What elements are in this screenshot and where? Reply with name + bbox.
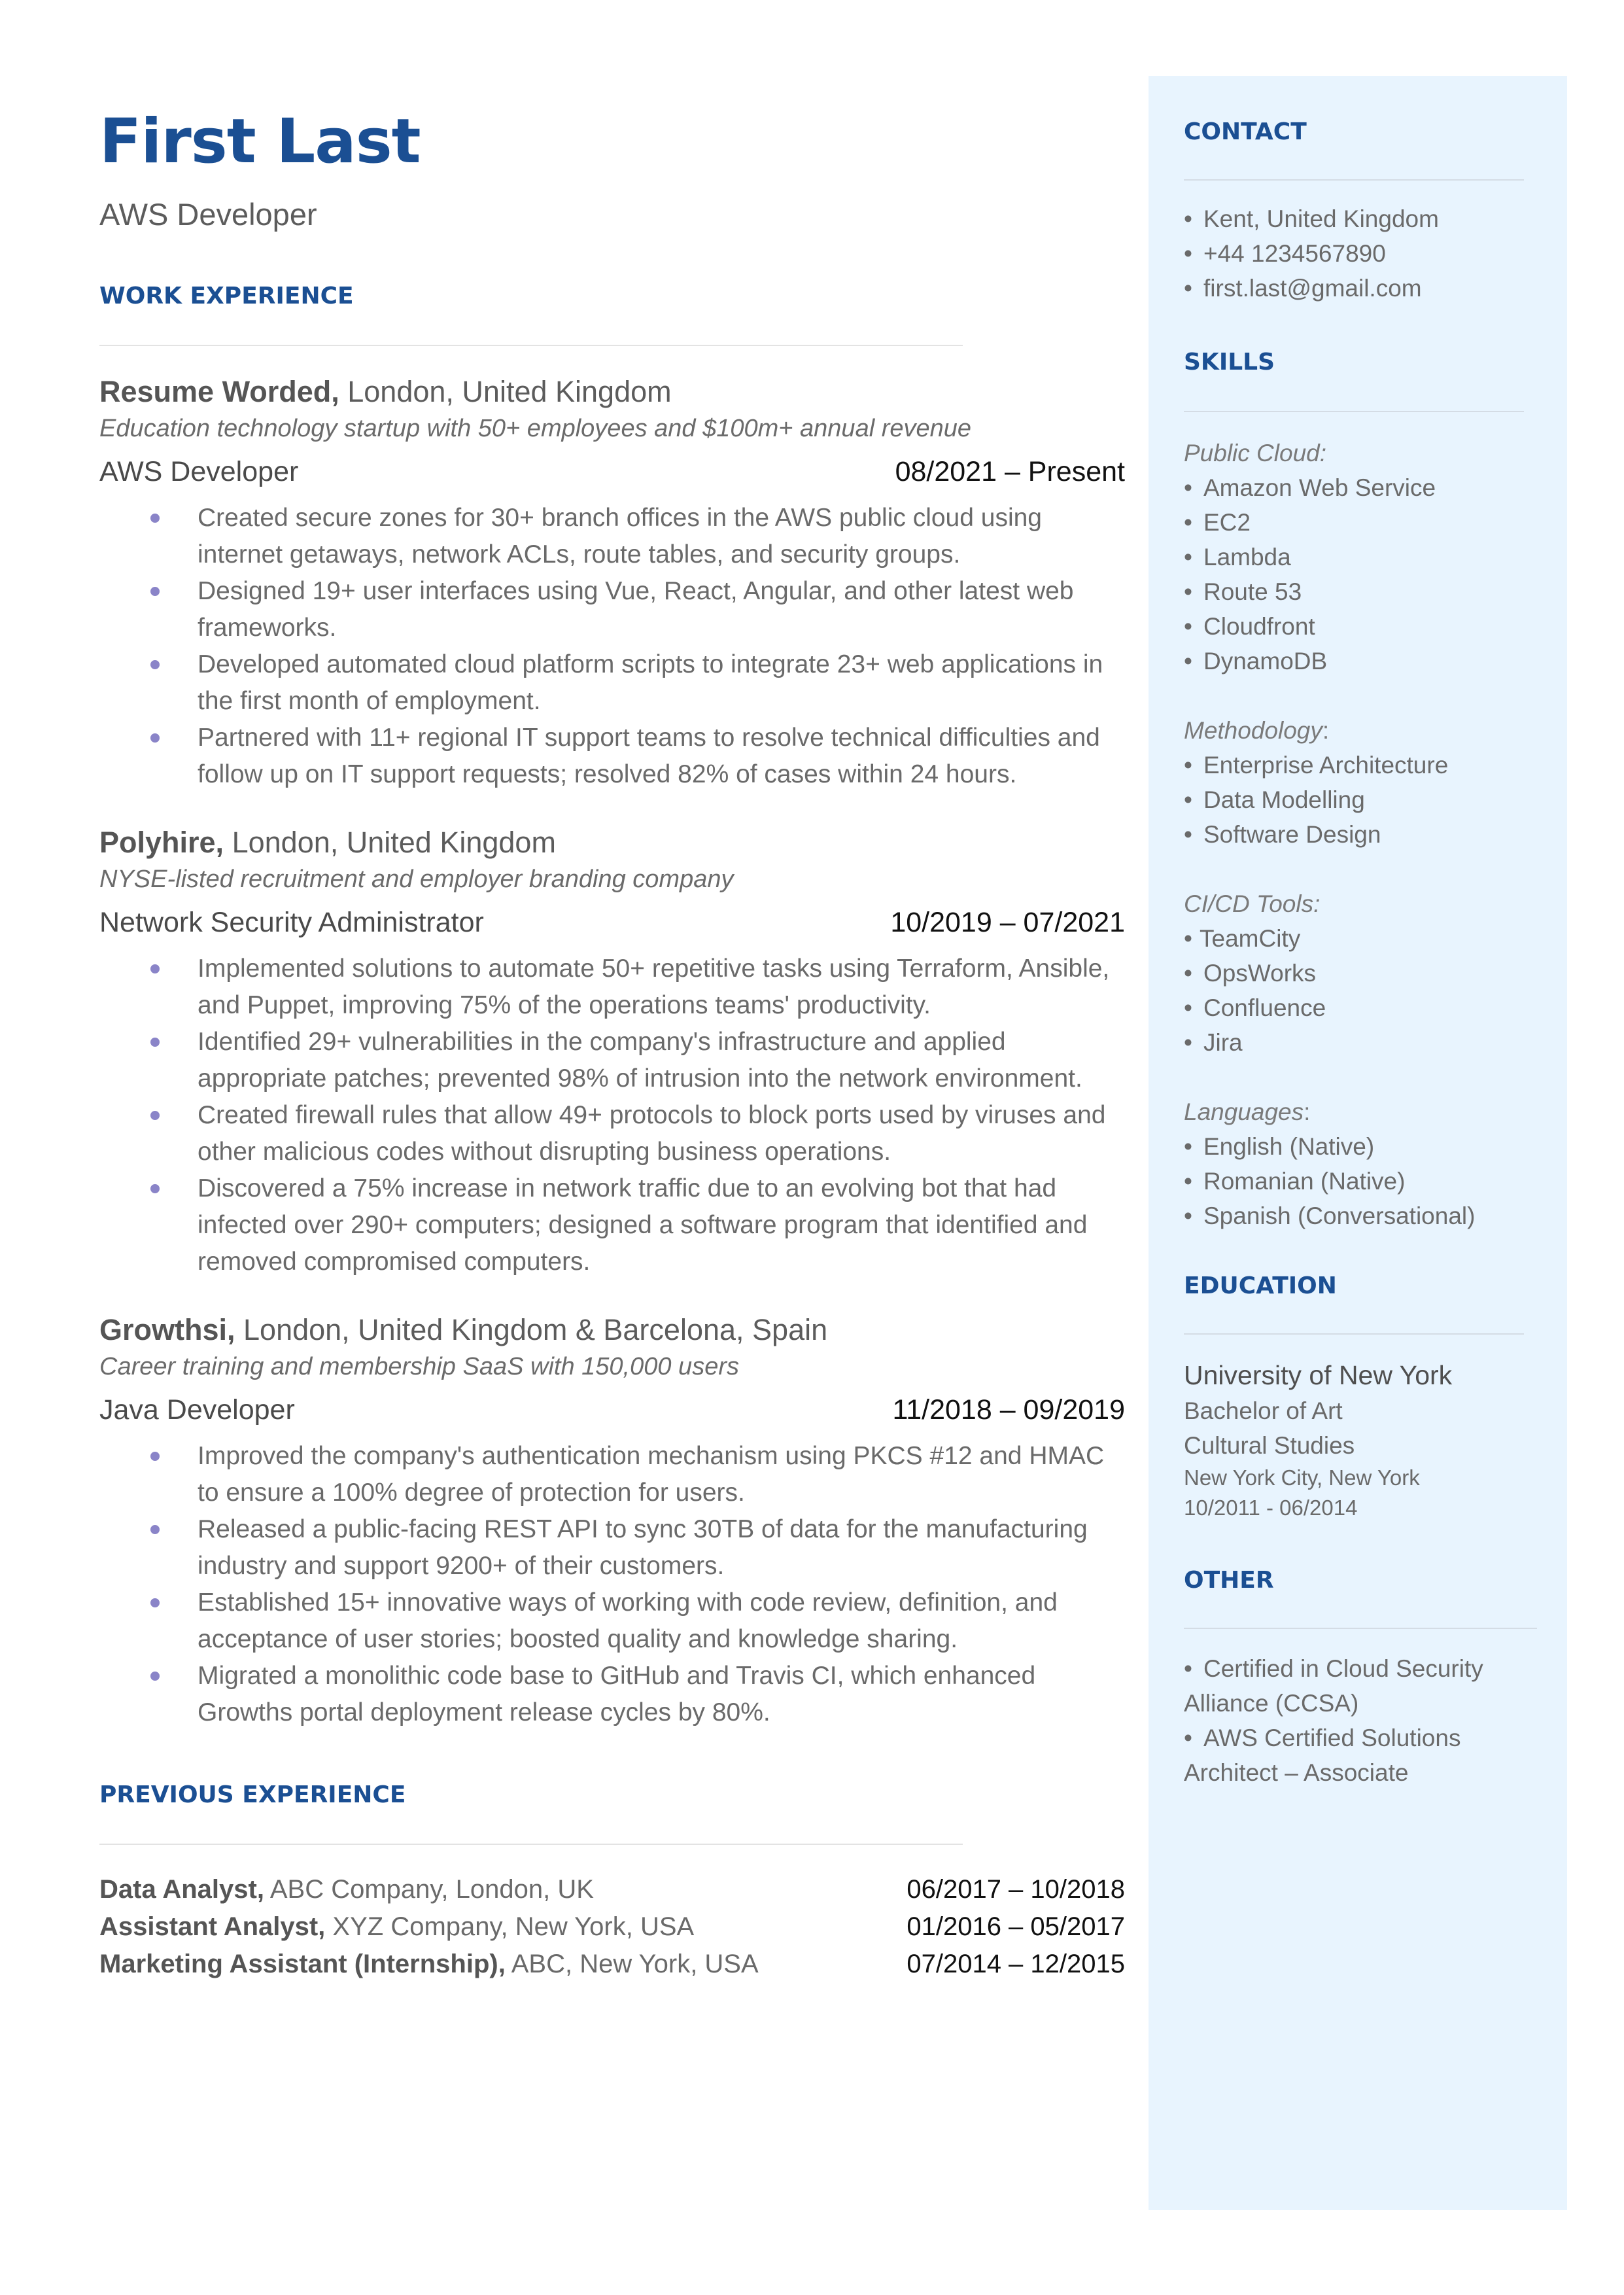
job-bullets bbox=[99, 500, 1125, 793]
previous-company: ABC, New York, USA bbox=[505, 1949, 759, 1978]
company-line bbox=[99, 826, 1125, 860]
list-item: • +44 1234567890 bbox=[1184, 240, 1386, 267]
bullet-dot-icon bbox=[150, 514, 160, 523]
contact-heading: CONTACT bbox=[1184, 118, 1307, 145]
list-item-continued: Alliance (CCSA) bbox=[1184, 1690, 1359, 1717]
skill-category: Methodology: bbox=[1184, 717, 1330, 744]
list-item: • Lambda bbox=[1184, 544, 1291, 570]
previous-role: Assistant Analyst, bbox=[99, 1912, 326, 1941]
list-item: • first.last@gmail.com bbox=[1184, 275, 1422, 302]
list-item: • Jira bbox=[1184, 1029, 1243, 1056]
list-item: Implemented solutions to automate 50+ repetitive tasks using Terraform, Ansible, and Puppet, improving 75% of the operations teams' productivity. bbox=[99, 951, 1125, 1024]
list-item: Released a public-facing REST API to sync 30TB of data for the manufacturing industry and support 9200+ of their customers. bbox=[99, 1511, 1125, 1585]
list-item: • Enterprise Architecture bbox=[1184, 752, 1449, 779]
section-divider bbox=[1184, 1628, 1537, 1629]
previous-dates: 06/2017 – 10/2018 bbox=[907, 1874, 1125, 1904]
job-entry bbox=[99, 375, 1125, 793]
education-location: New York City, New York bbox=[1184, 1465, 1420, 1490]
list-item: • Kent, United Kingdom bbox=[1184, 205, 1439, 232]
list-item bbox=[99, 1946, 1125, 1983]
contact-list bbox=[1184, 201, 1550, 306]
list-item: Designed 19+ user interfaces using Vue, React, Angular, and other latest web frameworks. bbox=[99, 573, 1125, 646]
list-item: Identified 29+ vulnerabilities in the company's infrastructure and applied appropriate patches; prevented 98% of intrusion into the network environment. bbox=[99, 1024, 1125, 1097]
education-field: Cultural Studies bbox=[1184, 1432, 1355, 1459]
bullet-dot-icon bbox=[150, 1452, 160, 1461]
bullet-dot-icon bbox=[150, 660, 160, 669]
list-item: • Certified in Cloud Security bbox=[1184, 1655, 1483, 1682]
sidebar bbox=[1149, 76, 1567, 2210]
company-name: Polyhire, bbox=[99, 825, 224, 859]
list-item-continued: Architect – Associate bbox=[1184, 1759, 1409, 1786]
list-item: Developed automated cloud platform scripts to integrate 23+ web applications in the first month of employment. bbox=[99, 646, 1125, 720]
job-dates: 10/2019 – 07/2021 bbox=[890, 907, 1125, 939]
skills-list bbox=[1184, 436, 1550, 1233]
section-divider bbox=[99, 1844, 963, 1845]
section-divider bbox=[99, 345, 963, 346]
main-column bbox=[99, 106, 1125, 1983]
bullet-dot-icon bbox=[150, 733, 160, 743]
contact-email: first.last@gmail.com bbox=[1203, 275, 1422, 302]
list-item: • Spanish (Conversational) bbox=[1184, 1202, 1476, 1229]
job-title: Network Security Administrator bbox=[99, 907, 484, 939]
list-item: • AWS Certified Solutions bbox=[1184, 1725, 1461, 1751]
job-title: Java Developer bbox=[99, 1394, 295, 1426]
previous-dates: 07/2014 – 12/2015 bbox=[907, 1949, 1125, 1978]
skill-category: CI/CD Tools: bbox=[1184, 890, 1321, 917]
education-degree: Bachelor of Art bbox=[1184, 1397, 1343, 1424]
contact-phone: +44 1234567890 bbox=[1203, 240, 1386, 267]
candidate-name: First Last bbox=[99, 106, 421, 177]
candidate-role: AWS Developer bbox=[99, 197, 317, 232]
company-name: Resume Worded, bbox=[99, 375, 339, 408]
company-location: London, United Kingdom bbox=[224, 825, 556, 859]
previous-company: XYZ Company, New York, USA bbox=[325, 1912, 695, 1941]
company-description: Career training and membership SaaS with 150,000 users bbox=[99, 1352, 739, 1380]
job-title: AWS Developer bbox=[99, 456, 299, 488]
list-item bbox=[99, 1908, 1125, 1946]
work-experience-heading: WORK EXPERIENCE bbox=[99, 283, 354, 309]
list-item: • English (Native) bbox=[1184, 1133, 1375, 1160]
previous-dates: 01/2016 – 05/2017 bbox=[907, 1912, 1125, 1941]
education-heading: EDUCATION bbox=[1184, 1272, 1337, 1299]
job-entry bbox=[99, 1313, 1125, 1731]
previous-role: Data Analyst, bbox=[99, 1874, 264, 1904]
job-entry bbox=[99, 826, 1125, 1280]
education-entry bbox=[1184, 1357, 1550, 1523]
section-divider bbox=[1184, 411, 1524, 412]
job-dates: 08/2021 – Present bbox=[895, 456, 1125, 488]
job-bullets bbox=[99, 951, 1125, 1280]
list-item: Created firewall rules that allow 49+ protocols to block ports used by viruses and other malicious codes without disrupting business operations. bbox=[99, 1097, 1125, 1170]
job-dates: 11/2018 – 09/2019 bbox=[892, 1394, 1125, 1426]
previous-experience-heading: PREVIOUS EXPERIENCE bbox=[99, 1781, 406, 1808]
company-location: London, United Kingdom & Barcelona, Spain bbox=[235, 1312, 828, 1346]
job-title-row bbox=[99, 455, 1125, 489]
section-divider bbox=[1184, 1333, 1524, 1335]
section-divider bbox=[1184, 179, 1524, 181]
list-item: • Data Modelling bbox=[1184, 786, 1365, 813]
company-line bbox=[99, 1313, 1125, 1347]
contact-location: Kent, United Kingdom bbox=[1203, 205, 1439, 232]
job-title-row bbox=[99, 906, 1125, 940]
list-item: • Route 53 bbox=[1184, 578, 1302, 605]
previous-role: Marketing Assistant (Internship), bbox=[99, 1949, 506, 1978]
bullet-dot-icon bbox=[150, 1525, 160, 1534]
list-item: Migrated a monolithic code base to GitHub and Travis CI, which enhanced Growths portal deployment release cycles by 80%. bbox=[99, 1658, 1125, 1731]
list-item: Discovered a 75% increase in network traffic due to an evolving bot that had infected over 290+ computers; designed a software program that identified and removed compromised computers. bbox=[99, 1170, 1125, 1280]
bullet-dot-icon bbox=[150, 587, 160, 596]
list-item: • Confluence bbox=[1184, 994, 1326, 1021]
bullet-dot-icon bbox=[150, 1038, 160, 1047]
skill-category: Languages: bbox=[1184, 1098, 1311, 1125]
company-description: Education technology startup with 50+ employees and $100m+ annual revenue bbox=[99, 414, 972, 442]
list-item: Improved the company's authentication mechanism using PKCS #12 and HMAC to ensure a 100% degree of protection for users. bbox=[99, 1438, 1125, 1511]
previous-company: ABC Company, London, UK bbox=[264, 1874, 594, 1904]
previous-experience-list bbox=[99, 1871, 1125, 1983]
bullet-dot-icon bbox=[150, 1111, 160, 1120]
job-title-row bbox=[99, 1393, 1125, 1428]
company-name: Growthsi, bbox=[99, 1312, 235, 1346]
job-bullets bbox=[99, 1438, 1125, 1731]
bullet-dot-icon bbox=[150, 964, 160, 973]
bullet-dot-icon bbox=[150, 1672, 160, 1681]
bullet-dot-icon bbox=[150, 1598, 160, 1607]
company-location: London, United Kingdom bbox=[339, 375, 672, 408]
bullet-dot-icon bbox=[150, 1184, 160, 1193]
list-item: • DynamoDB bbox=[1184, 648, 1328, 674]
education-school: University of New York bbox=[1184, 1360, 1453, 1390]
list-item: • TeamCity bbox=[1184, 925, 1301, 952]
list-item: • EC2 bbox=[1184, 509, 1251, 536]
list-item: • Romanian (Native) bbox=[1184, 1168, 1406, 1195]
education-dates: 10/2011 - 06/2014 bbox=[1184, 1496, 1358, 1520]
company-line bbox=[99, 375, 1125, 409]
list-item: Created secure zones for 30+ branch offices in the AWS public cloud using internet getaways, network ACLs, route tables, and security groups. bbox=[99, 500, 1125, 573]
list-item: • Cloudfront bbox=[1184, 613, 1315, 640]
list-item bbox=[99, 1871, 1125, 1908]
list-item: • Software Design bbox=[1184, 821, 1381, 848]
list-item: • OpsWorks bbox=[1184, 960, 1317, 987]
other-list bbox=[1184, 1651, 1550, 1790]
list-item: Partnered with 11+ regional IT support teams to resolve technical difficulties and follow up on IT support requests; resolved 82% of cases within 24 hours. bbox=[99, 720, 1125, 793]
other-heading: OTHER bbox=[1184, 1567, 1274, 1594]
list-item: • Amazon Web Service bbox=[1184, 474, 1436, 501]
company-description: NYSE-listed recruitment and employer branding company bbox=[99, 865, 734, 893]
skills-heading: SKILLS bbox=[1184, 349, 1275, 376]
skill-category: Public Cloud: bbox=[1184, 440, 1327, 466]
list-item: Established 15+ innovative ways of working with code review, definition, and acceptance of user stories; boosted quality and knowledge sharing. bbox=[99, 1585, 1125, 1658]
